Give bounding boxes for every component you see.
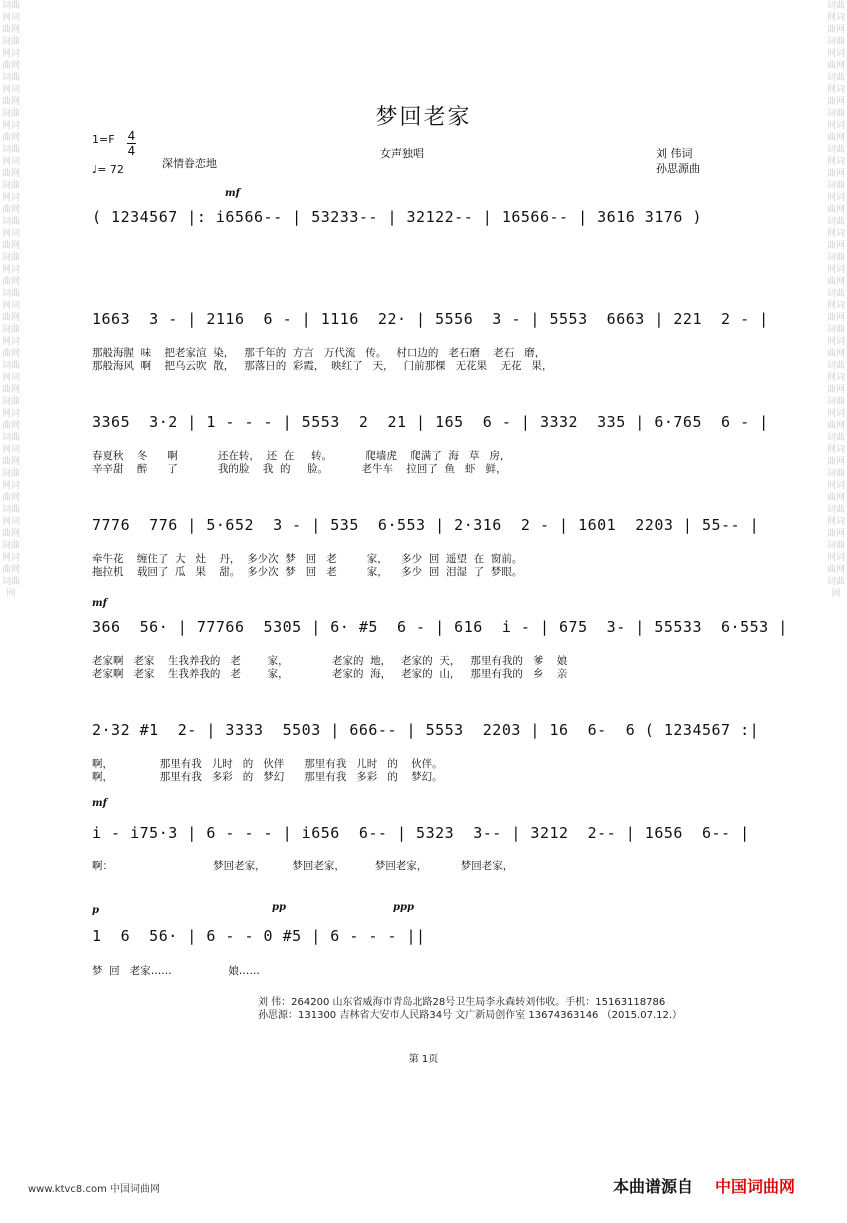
- dynamic-mark: mf: [92, 798, 107, 809]
- source-label: 本曲谱源自: [613, 1177, 694, 1196]
- lyric-line-verse2: 老家啊 老家 生我养我的 老 家， 老家的 海， 老家的 山， 那里有我的 乡 亲: [92, 668, 568, 680]
- time-signature-top: 4: [127, 129, 136, 143]
- notation-line: ( 1234567 |: i6566-- | 53233-- | 32122-- | 16566-- | 3616 3176 ): [92, 208, 702, 226]
- contact-composer: 孙思源：131300 吉林省大安市人民路34号 文广新局创作室 13674363146 （2015.07.12.）: [258, 1010, 683, 1021]
- notation-line: 3365 3·2 | 1 - - - | 5553 2 21 | 165 6 - | 3332 335 | 6·765 6 - |: [92, 413, 769, 431]
- lyric-line-verse2: 啊， 那里有我 多彩 的 梦幻 那里有我 多彩 的 梦幻。: [92, 771, 443, 783]
- lyric-line-verse2: 拖拉机 载回了 瓜 果 甜。 多少次 梦 回 老 家， 多少 回 泪湿 了 梦眼。: [92, 566, 523, 578]
- dynamic-mark: ppp: [393, 902, 414, 913]
- lyric-line-verse1: 梦 回 老家…… 娘……: [92, 965, 260, 977]
- notation-line: 1663 3 - | 2116 6 - | 1116 22· | 5556 3 - | 5553 6663 | 221 2 - |: [92, 310, 769, 328]
- tempo-mark: ♩= 72: [92, 163, 124, 176]
- lyric-line-verse2: 辛辛甜 醉 了 我的脸 我 的 脸。 老牛车 拉回了 鱼 虾 鲜，: [92, 463, 507, 475]
- lyric-line-verse1: 那般海腥 味 把老家渲 染， 那千年的 方言 万代流 传。 村口边的 老石磨 老石 磨，: [92, 347, 546, 359]
- dynamic-mark: mf: [92, 598, 107, 609]
- contact-lyricist: 刘 伟：264200 山东省威海市青岛北路28号卫生局李永森转刘伟收。手机：15163118786: [258, 997, 666, 1008]
- mood-marking: 深情眷恋地: [162, 157, 217, 170]
- time-signature-bottom: 4: [127, 144, 136, 158]
- watermark-left: 词曲网词曲网词曲网词曲网词曲网词曲网词曲网词曲网词曲网词曲网词曲网词曲网词曲网词曲网词曲网词曲网词曲网词曲网词曲网词曲网词曲网词曲网词曲网词曲网词曲网词曲网词曲网词曲网词曲网词曲网词曲网词曲网词曲网: [2, 1, 20, 599]
- site-url[interactable]: www.ktvc8.com 中国词曲网: [28, 1184, 161, 1195]
- lyric-line-verse1: 春夏秋 冬 啊 还在转， 还 在 转。 爬墙虎 爬满了 海 草 房，: [92, 450, 511, 462]
- watermark-right: 词曲网词曲网词曲网词曲网词曲网词曲网词曲网词曲网词曲网词曲网词曲网词曲网词曲网词曲网词曲网词曲网词曲网词曲网词曲网词曲网词曲网词曲网词曲网词曲网词曲网词曲网词曲网词曲网词曲网词曲网词曲网词曲网词曲网: [827, 1, 845, 599]
- source-attribution: [613, 1174, 795, 1197]
- dynamic-mark: pp: [272, 902, 286, 913]
- score-title: 梦回老家: [375, 105, 472, 130]
- lyric-line-verse1: 啊， 那里有我 儿时 的 伙伴 那里有我 儿时 的 伙伴。: [92, 758, 443, 770]
- notation-line: 7776 776 | 5·652 3 - | 535 6·553 | 2·316 2 - | 1601 2203 | 55-- |: [92, 516, 760, 534]
- dynamic-mark: p: [92, 905, 99, 916]
- notation-line: 366 56· | 77766 5305 | 6· #5 6 - | 616 i - | 675 3- | 55533 6·553 |: [92, 618, 788, 636]
- lyricist-credit: 刘 伟词: [656, 147, 693, 160]
- lyric-line-verse2: 那般海风 啊 把乌云吹 散， 那落日的 彩霞， 映红了 天， 门前那棵 无花果 无花 果，: [92, 360, 553, 372]
- lyric-line-verse1: 老家啊 老家 生我养我的 老 家， 老家的 地， 老家的 天， 那里有我的 爹 娘: [92, 655, 568, 667]
- notation-line: 2·32 #1 2- | 3333 5503 | 666-- | 5553 2203 | 16 6- 6 ( 1234567 :|: [92, 721, 760, 739]
- source-brand[interactable]: 中国词曲网: [715, 1177, 796, 1196]
- key-signature: 1=F: [92, 133, 115, 146]
- performance-style: 女声独唱: [380, 147, 424, 160]
- composer-credit: 孙思源曲: [656, 162, 700, 175]
- page-number: 第 1页: [408, 1054, 439, 1065]
- lyric-line-verse1: 啊： 梦回老家， 梦回老家， 梦回老家， 梦回老家，: [92, 860, 514, 872]
- notation-line: 1 6 56· | 6 - - 0 #5 | 6 - - - ||: [92, 927, 426, 945]
- lyric-line-verse1: 牵牛花 缠住了 大 灶 丹， 多少次 梦 回 老 家， 多少 回 遥望 在 窗前。: [92, 553, 523, 565]
- time-signature: [127, 130, 136, 157]
- notation-line: i - i75·3 | 6 - - - | i656 6-- | 5323 3-- | 3212 2-- | 1656 6-- |: [92, 824, 750, 842]
- dynamic-mark: mf: [225, 188, 240, 199]
